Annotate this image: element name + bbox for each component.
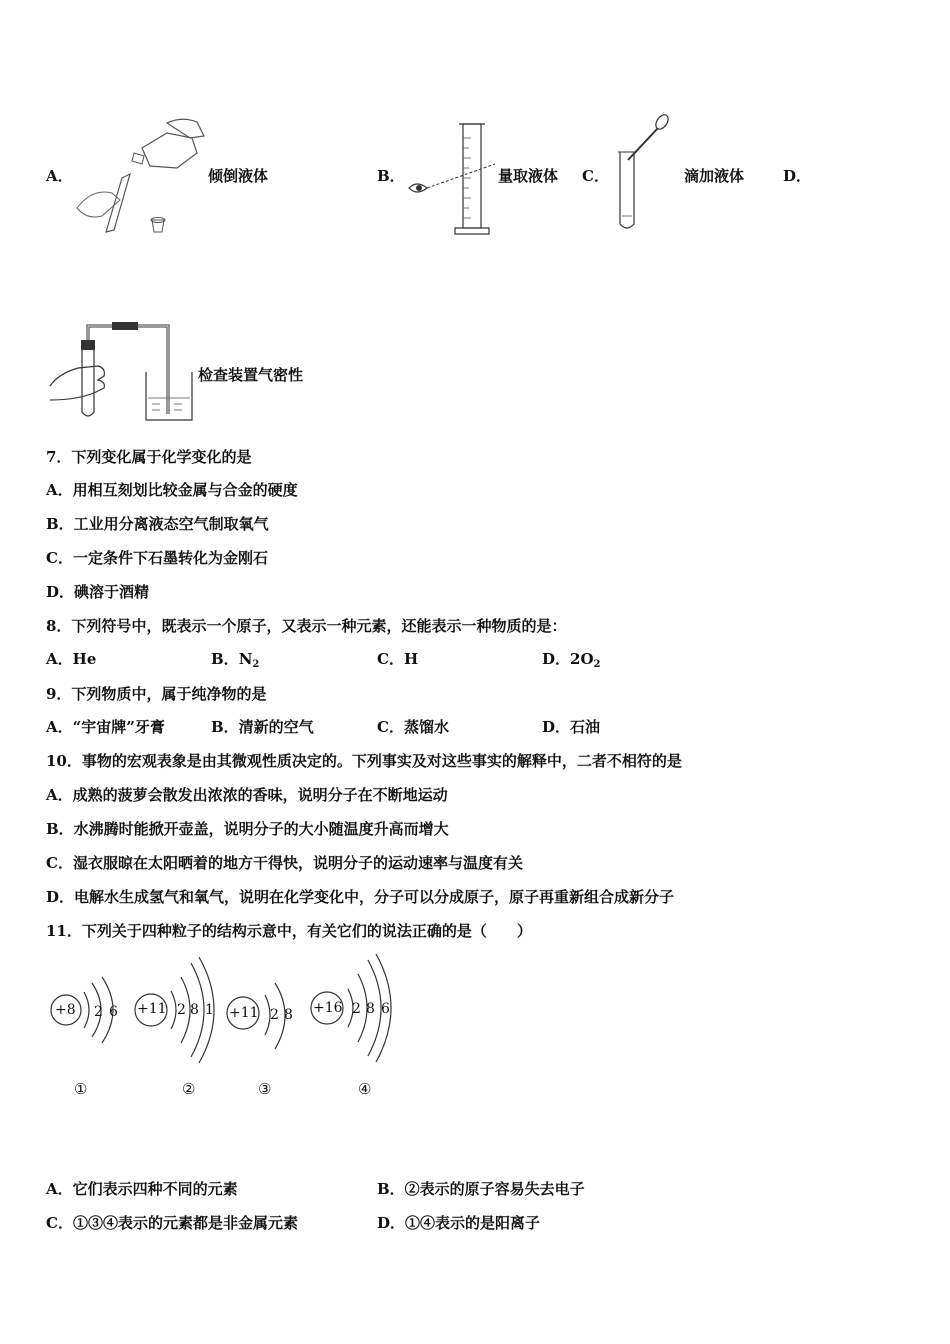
shell-electrons: 2 xyxy=(270,1007,279,1023)
shell-electrons: 2 xyxy=(94,1004,103,1020)
shell-electrons: 2 xyxy=(352,1001,361,1017)
airtightness-check-illustration xyxy=(48,316,198,426)
option-letter: C． xyxy=(377,650,404,668)
option-d: D．电解水生成氢气和氧气，说明在化学变化中，分子可以分成原子，原子再重新组合成新分子 xyxy=(46,888,675,906)
shell-electrons: 6 xyxy=(109,1004,118,1020)
option-d: D．①④表示的是阳离子 xyxy=(377,1214,541,1232)
nucleus-charge: +8 xyxy=(55,1002,76,1018)
question-stem: 9．下列物质中，属于纯净物的是 xyxy=(46,685,267,703)
particle-label: ③ xyxy=(258,1080,272,1098)
option-a xyxy=(46,650,96,668)
question-stem: 11．下列关于四种粒子的结构示意中，有关它们的说法正确的是（ ） xyxy=(46,922,532,940)
option-d: D．碘溶于酒精 xyxy=(46,583,150,601)
shell-electrons: 8 xyxy=(190,1002,199,1018)
shell-electrons: 8 xyxy=(284,1007,293,1023)
pouring-liquid-illustration xyxy=(72,108,212,238)
question-stem: 8．下列符号中，既表示一个原子，又表示一种元素，还能表示一种物质的是： xyxy=(46,617,567,635)
option-caption: 量取液体 xyxy=(498,167,559,185)
option-letter: D． xyxy=(783,167,812,185)
option-d: D．石油 xyxy=(542,718,601,736)
option-letter: A． xyxy=(46,650,73,668)
question-stem: 7．下列变化属于化学变化的是 xyxy=(46,448,252,466)
dropper-illustration xyxy=(610,112,680,237)
option-c: C．①③④表示的元素都是非金属元素 xyxy=(46,1214,298,1232)
option-letter: A． xyxy=(46,167,73,185)
option-b: B．水沸腾时能掀开壶盖，说明分子的大小随温度升高而增大 xyxy=(46,820,449,838)
formula: N xyxy=(238,650,253,668)
option-a: A．用相互刻划比较金属与合金的硬度 xyxy=(46,481,298,499)
nucleus-charge: +11 xyxy=(137,1001,167,1017)
option-c: C．一定条件下石墨转化为金刚石 xyxy=(46,549,268,567)
particle-label: ① xyxy=(74,1080,88,1098)
graduated-cylinder-illustration xyxy=(405,118,500,240)
formula-subscript: 2 xyxy=(593,659,601,670)
option-letter: B． xyxy=(211,650,239,668)
formula: 2O xyxy=(570,650,594,668)
option-a: A．它们表示四种不同的元素 xyxy=(46,1180,238,1198)
option-letter: C． xyxy=(582,167,609,185)
option-c: C．湿衣服晾在太阳晒着的地方干得快，说明分子的运动速率与温度有关 xyxy=(46,854,523,872)
option-caption: 滴加液体 xyxy=(684,167,745,185)
nucleus-charge: +16 xyxy=(313,1000,343,1016)
option-a: A．“宇宙牌”牙膏 xyxy=(46,718,165,736)
shell-electrons: 2 xyxy=(177,1002,186,1018)
option-b xyxy=(211,650,259,674)
nucleus-charge: +11 xyxy=(229,1005,259,1021)
shell-electrons: 6 xyxy=(381,1001,390,1017)
formula-subscript: 2 xyxy=(252,659,260,670)
option-b: B．②表示的原子容易失去电子 xyxy=(377,1180,585,1198)
option-a: A．成熟的菠萝会散发出浓浓的香味，说明分子在不断地运动 xyxy=(46,786,448,804)
particle-label: ④ xyxy=(358,1080,372,1098)
particle-label: ② xyxy=(182,1080,196,1098)
option-b: B．清新的空气 xyxy=(211,718,314,736)
shell-electrons: 1 xyxy=(205,1002,214,1018)
formula: H xyxy=(403,650,419,668)
option-caption: 倾倒液体 xyxy=(208,167,269,185)
option-c xyxy=(377,650,418,668)
option-letter: D． xyxy=(542,650,571,668)
option-b: B．工业用分离液态空气制取氧气 xyxy=(46,515,269,533)
option-d xyxy=(542,650,601,674)
shell-electrons: 8 xyxy=(366,1001,375,1017)
option-c: C．蒸馏水 xyxy=(377,718,449,736)
question-stem: 10．事物的宏观表象是由其微观性质决定的。下列事实及对这些事实的解释中，二者不相符的是 xyxy=(46,752,682,770)
option-caption: 检查装置气密性 xyxy=(198,366,304,384)
option-letter: B． xyxy=(377,167,405,185)
formula: He xyxy=(72,650,97,668)
